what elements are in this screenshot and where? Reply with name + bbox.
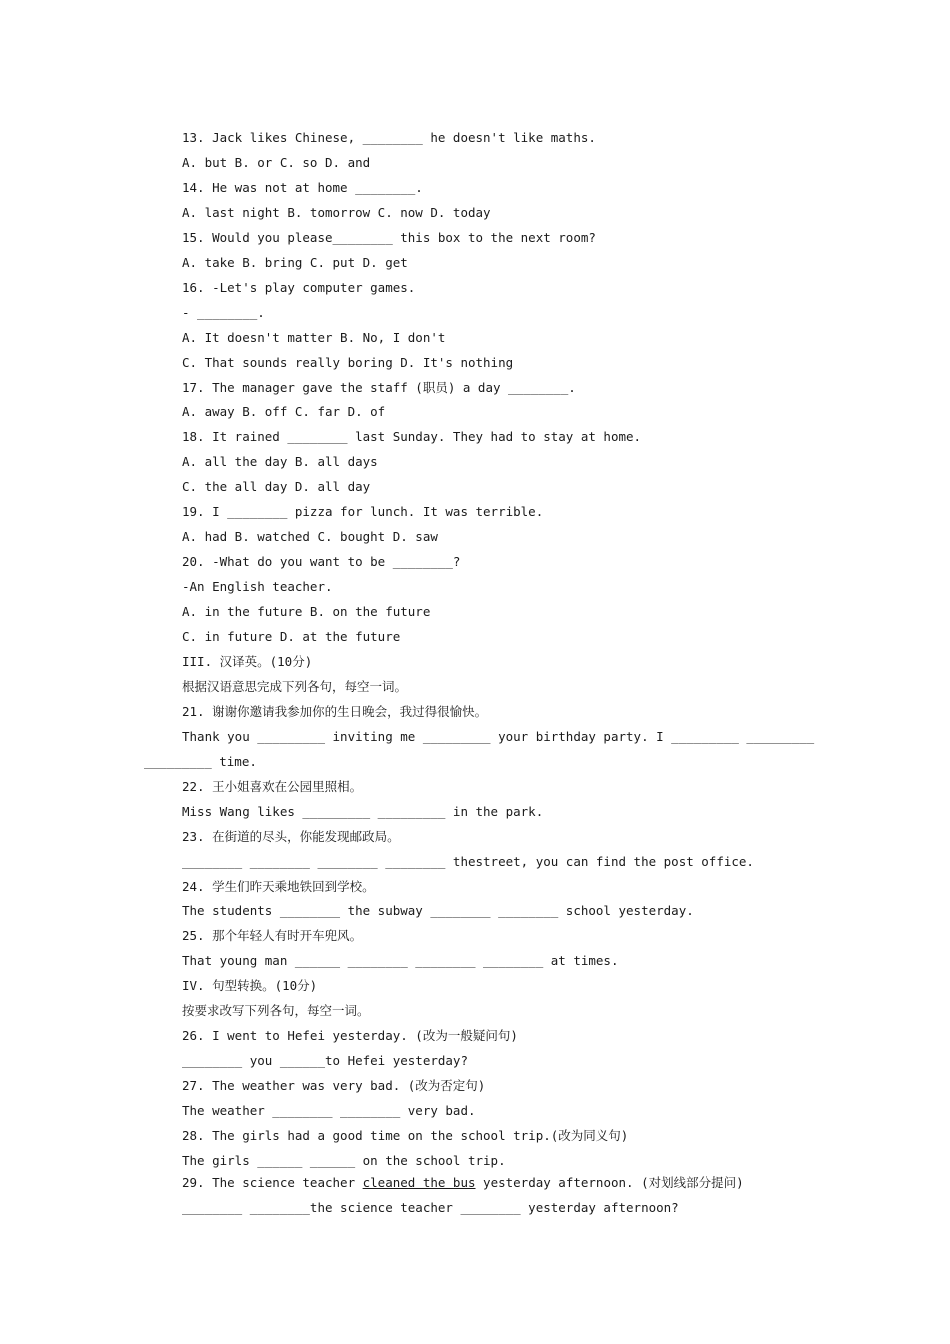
question-29 <box>182 1175 744 1191</box>
q29-before: 29. The science teacher <box>182 1175 363 1190</box>
text-line: 24. 学生们昨天乘地铁回到学校。 <box>182 879 375 894</box>
q29-underlined: cleaned the bus <box>362 1175 476 1190</box>
text-line: The students ________ the subway ________ ________ school yesterday. <box>182 903 694 918</box>
text-line: 17. The manager gave the staff (职员) a day ________. <box>182 380 576 395</box>
text-line: -An English teacher. <box>182 579 333 594</box>
text-line: 20. -What do you want to be ________? <box>182 554 461 569</box>
text-line: 21. 谢谢你邀请我参加你的生日晚会，我过得很愉快。 <box>182 704 488 719</box>
text-line: Thank you _________ inviting me _________ your birthday party. I _________ _________ <box>182 729 815 744</box>
text-line: IV. 句型转换。(10分) <box>182 978 318 993</box>
text-line: Miss Wang likes _________ _________ in the park. <box>182 804 544 819</box>
text-line: ________ you ______to Hefei yesterday? <box>182 1053 468 1068</box>
text-line: C. the all day D. all day <box>182 479 371 494</box>
text-line: 23. 在街道的尽头，你能发现邮政局。 <box>182 829 400 844</box>
text-line: - ________. <box>182 305 265 320</box>
text-line: 16. -Let's play computer games. <box>182 280 416 295</box>
text-line: 22. 王小姐喜欢在公园里照相。 <box>182 779 363 794</box>
text-line: A. It doesn't matter B. No, I don't <box>182 330 446 345</box>
text-line: A. last night B. tomorrow C. now D. today <box>182 205 491 220</box>
text-line: 13. Jack likes Chinese, ________ he doesn't like maths. <box>182 130 596 145</box>
q29-after: yesterday afternoon. (对划线部分提问) <box>475 1175 744 1190</box>
text-line: 根据汉语意思完成下列各句，每空一词。 <box>182 679 408 694</box>
text-line: A. away B. off C. far D. of <box>182 404 386 419</box>
text-line: 26. I went to Hefei yesterday. (改为一般疑问句) <box>182 1028 518 1043</box>
answer-line-29: ________ ________the science teacher ________ yesterday afternoon? <box>182 1200 679 1215</box>
text-line: 19. I ________ pizza for lunch. It was terrible. <box>182 504 544 519</box>
text-line: The girls ______ ______ on the school trip. <box>182 1153 506 1168</box>
text-line: 15. Would you please________ this box to the next room? <box>182 230 596 245</box>
text-line: 25. 那个年轻人有时开车兜风。 <box>182 928 363 943</box>
text-line: A. had B. watched C. bought D. saw <box>182 529 438 544</box>
text-line: 18. It rained ________ last Sunday. They had to stay at home. <box>182 429 642 444</box>
text-line: C. in future D. at the future <box>182 629 401 644</box>
text-line: _________ time. <box>144 754 257 769</box>
text-line: 14. He was not at home ________. <box>182 180 423 195</box>
text-line: A. in the future B. on the future <box>182 604 431 619</box>
text-line: The weather ________ ________ very bad. <box>182 1103 476 1118</box>
text-line: 按要求改写下列各句，每空一词。 <box>182 1003 370 1018</box>
text-line: A. but B. or C. so D. and <box>182 155 371 170</box>
text-line: A. all the day B. all days <box>182 454 378 469</box>
text-line: III. 汉译英。(10分) <box>182 654 313 669</box>
text-line: ________ ________ ________ ________ thestreet, you can find the post office. <box>182 854 754 869</box>
text-line: C. That sounds really boring D. It's nothing <box>182 355 514 370</box>
text-line: 28. The girls had a good time on the school trip.(改为同义句) <box>182 1128 629 1143</box>
text-line: A. take B. bring C. put D. get <box>182 255 408 270</box>
text-line: That young man ______ ________ ________ ________ at times. <box>182 953 619 968</box>
text-line: 27. The weather was very bad. (改为否定句) <box>182 1078 486 1093</box>
